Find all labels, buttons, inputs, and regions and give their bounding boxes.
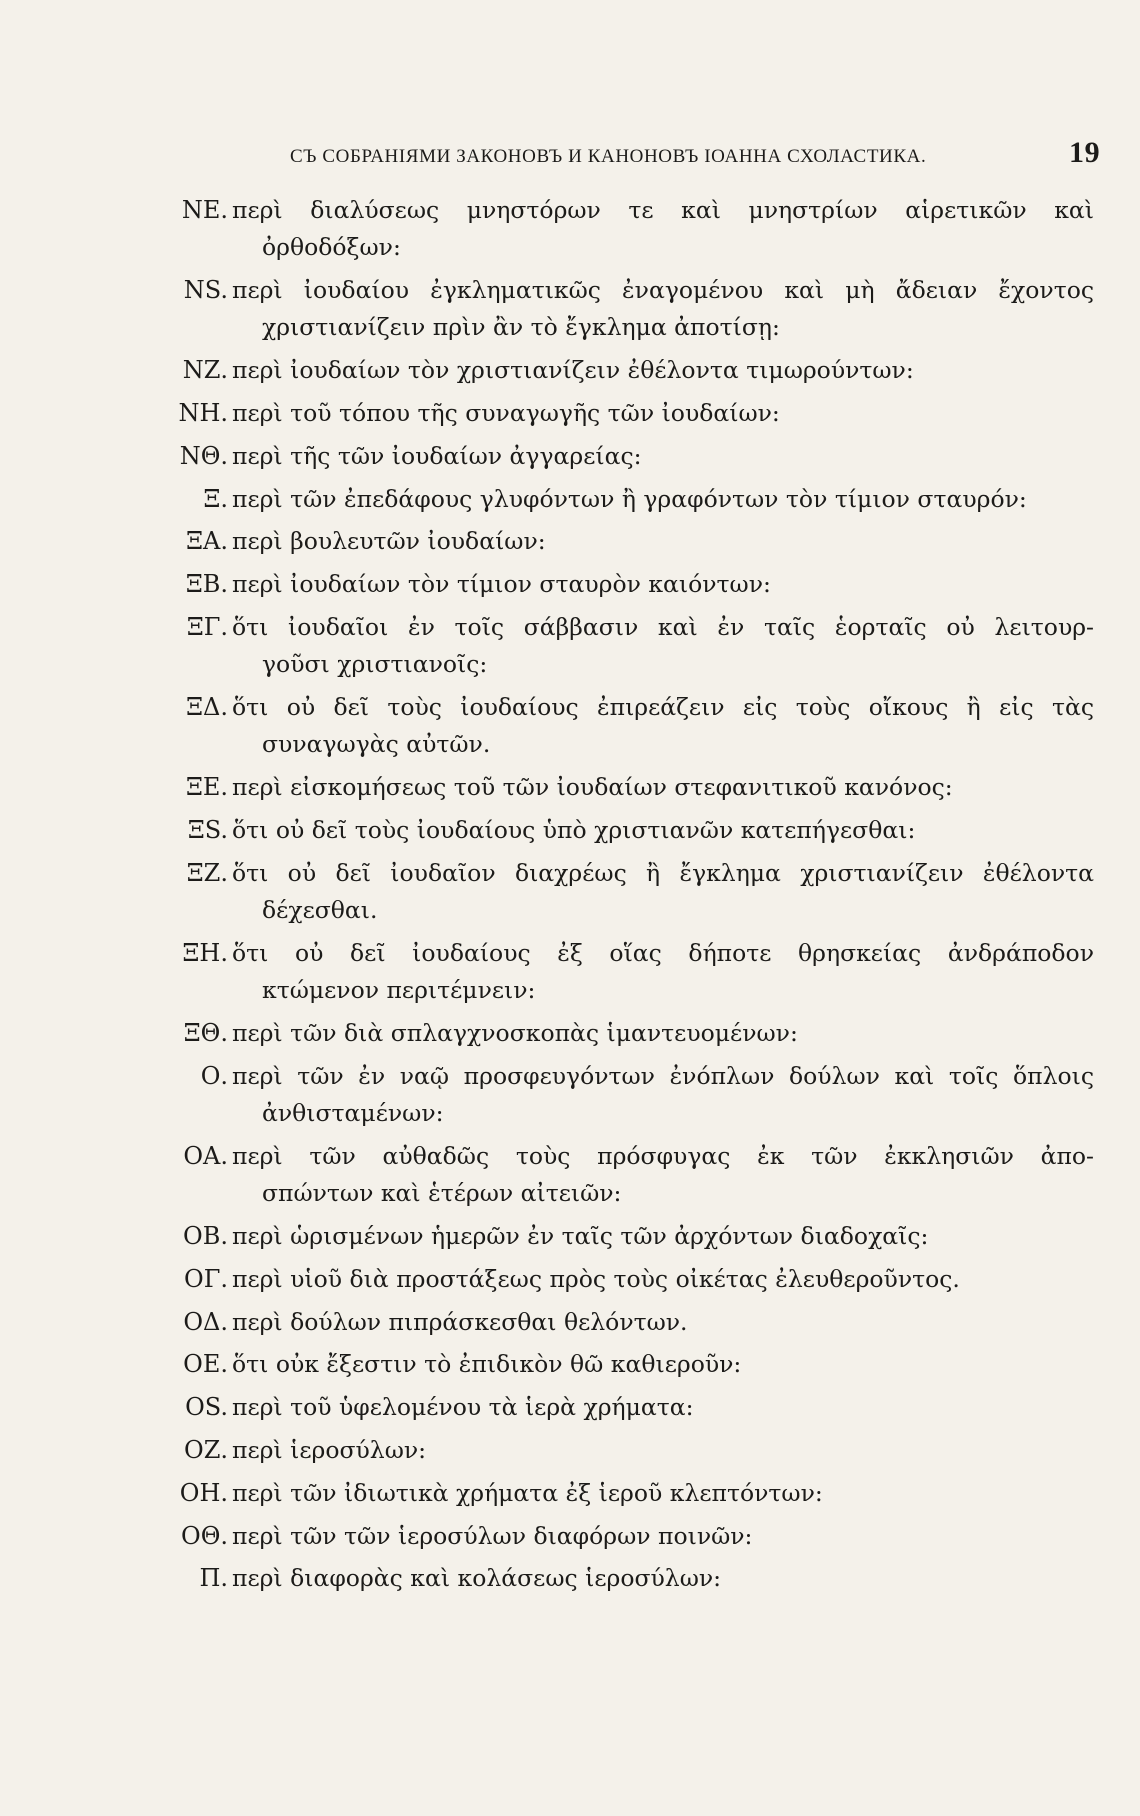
entry-number: ΟΓ. <box>184 1264 228 1293</box>
entry-text-line: περὶ ἰουδαίων τὸν χριστιανίζειν ἐθέλοντα τιμωρούντων: <box>232 356 914 385</box>
entry-number: Π. <box>199 1564 228 1593</box>
entry-text-line: περὶ τῶν τῶν ἱεροσύλων διαφόρων ποινῶν: <box>232 1521 753 1550</box>
header-title: СЪ СОБРАНІЯМИ ЗАКОНОВЪ И КАНОНОВЪ ІОАННА СХОЛАСТИКА. <box>290 146 927 167</box>
entry-text-line: περὶ ἰουδαίου ἐγκληματικῶς ἐναγομένου καὶ μὴ ἄδειαν ἔχοντος <box>232 276 1094 305</box>
entry-number: ΝΗ. <box>178 399 228 427</box>
entry-number: ΞΖ. <box>186 858 228 887</box>
entry-text-line: περὶ διαλύσεως μνηστόρων τε καὶ μνηστρίων αἱρετικῶν καὶ <box>232 196 1094 224</box>
entry-text-line: περὶ διαφορὰς καὶ κολάσεως ἱεροσύλων: <box>232 1564 722 1593</box>
entry-text-line: κτώμενον περιτέμνειν: <box>262 976 536 1005</box>
entry-text-line: ὀρθοδόξων: <box>262 233 401 262</box>
entry-text-line: περὶ εἰσκομήσεως τοῦ τῶν ἰουδαίων στεφανιτικοῦ κανόνος: <box>232 773 953 802</box>
entry-text-line: περὶ δούλων πιπράσκεσθαι θελόντων. <box>232 1307 688 1336</box>
entry-number: Ξ. <box>203 484 228 513</box>
entry-number: ΞΔ. <box>186 693 228 722</box>
entry-text-line: ὅτι οὐ δεῖ ἰουδαίους ἐξ οἵας δήποτε θρησκείας ἀνδράποδον <box>232 938 1094 967</box>
entry-text-line: περὶ τῶν αὐθαδῶς τοὺς πρόσφυγας ἐκ τῶν ἐκκλησιῶν ἀπο- <box>232 1141 1094 1170</box>
entry-text-line: περὶ υἱοῦ διὰ προστάξεως πρὸς τοὺς οἰκέτας ἐλευθεροῦντος. <box>232 1264 960 1293</box>
entry-text-line: ὅτι οὐ δεῖ ἰουδαῖον διαχρέως ἢ ἔγκλημα χριστιανίζειν ἐθέλοντα <box>232 858 1094 887</box>
entry-text-line: ὅτι οὐ δεῖ τοὺς ἰουδαίους ὑπὸ χριστιανῶν κατεπήγεσθαι: <box>232 816 916 844</box>
entry-text-line: συναγωγὰς αὐτῶν. <box>262 730 491 759</box>
entry-number: ΞΕ. <box>185 773 228 802</box>
entry-number: ΟS. <box>185 1393 228 1422</box>
entry-text-line: χριστιανίζειν πρὶν ἂν τὸ ἔγκλημα ἀποτίσῃ: <box>262 313 780 342</box>
entry-text-line: γοῦσι χριστιανοῖς: <box>262 650 488 679</box>
entry-number: ΝΖ. <box>182 356 228 385</box>
entry-number: ΞΓ. <box>186 613 228 641</box>
entry-text-line: σπώντων καὶ ἑτέρων αἰτειῶν: <box>262 1179 622 1208</box>
entry-number: ΟΔ. <box>183 1307 228 1336</box>
entry-text-line: ὅτι οὐ δεῖ τοὺς ἰουδαίους ἐπιρεάζειν εἰς τοὺς οἴκους ἢ εἰς τὰς <box>232 693 1094 722</box>
entry-text-line: περὶ τῶν διὰ σπλαγχνοσκοπὰς ἱμαντευομένων: <box>232 1019 798 1047</box>
entry-number: ΞΘ. <box>183 1019 228 1047</box>
entry-text-line: περὶ βουλευτῶν ἰουδαίων: <box>232 527 546 556</box>
entry-number: ΞS. <box>187 816 228 844</box>
entry-text-line: περὶ ἰουδαίων τὸν τίμιον σταυρὸν καιόντων: <box>232 570 771 599</box>
entry-number: ΞΑ. <box>186 527 228 556</box>
entry-number: ΟΕ. <box>183 1350 228 1379</box>
entry-text-line: περὶ τῶν ἐν ναῷ προσφευγόντων ἐνόπλων δούλων καὶ τοῖς ὅπλοις <box>232 1061 1094 1090</box>
entry-text-line: δέχεσθαι. <box>262 896 378 925</box>
entry-number: ΝS. <box>183 276 228 305</box>
entry-text-line: ὅτι ἰουδαῖοι ἐν τοῖς σάββασιν καὶ ἐν ταῖς ἑορταῖς οὐ λειτουρ- <box>232 613 1094 641</box>
entry-number: ΟΑ. <box>183 1141 228 1170</box>
entry-number: ΞΗ. <box>182 938 228 967</box>
entry-text-line: περὶ τῶν ἰδιωτικὰ χρήματα ἐξ ἱεροῦ κλεπτόντων: <box>232 1478 823 1507</box>
entry-number: ΟΗ. <box>179 1478 228 1507</box>
entry-number: ΟΒ. <box>183 1222 228 1250</box>
entry-text-line: περὶ ἱεροσύλων: <box>232 1436 427 1464</box>
entry-text-line: περὶ τῶν ἐπεδάφους γλυφόντων ἢ γραφόντων τὸν τίμιον σταυρόν: <box>232 484 1027 513</box>
entry-number: ΟΘ. <box>181 1521 228 1550</box>
entry-text-line: περὶ τοῦ ὑφελομένου τὰ ἱερὰ χρήματα: <box>232 1393 694 1422</box>
entry-number: ΝΘ. <box>179 441 228 470</box>
entry-text-line: περὶ τῆς τῶν ἰουδαίων ἀγγαρείας: <box>232 441 642 470</box>
entry-number: ΞΒ. <box>185 570 228 599</box>
entry-number: Ο. <box>200 1061 228 1090</box>
page-number: 19 <box>1069 136 1101 169</box>
entry-text-line: ἀνθισταμένων: <box>262 1099 444 1128</box>
entry-number: ΟΖ. <box>184 1436 228 1464</box>
entry-text-line: περὶ ὡρισμένων ἡμερῶν ἐν ταῖς τῶν ἀρχόντων διαδοχαῖς: <box>232 1222 929 1250</box>
entry-text-line: περὶ τοῦ τόπου τῆς συναγωγῆς τῶν ἰουδαίων: <box>232 399 780 427</box>
entry-number: ΝΕ. <box>181 196 228 224</box>
entry-text-line: ὅτι οὐκ ἔξεστιν τὸ ἐπιδικὸν θῶ καθιεροῦν: <box>232 1350 742 1379</box>
